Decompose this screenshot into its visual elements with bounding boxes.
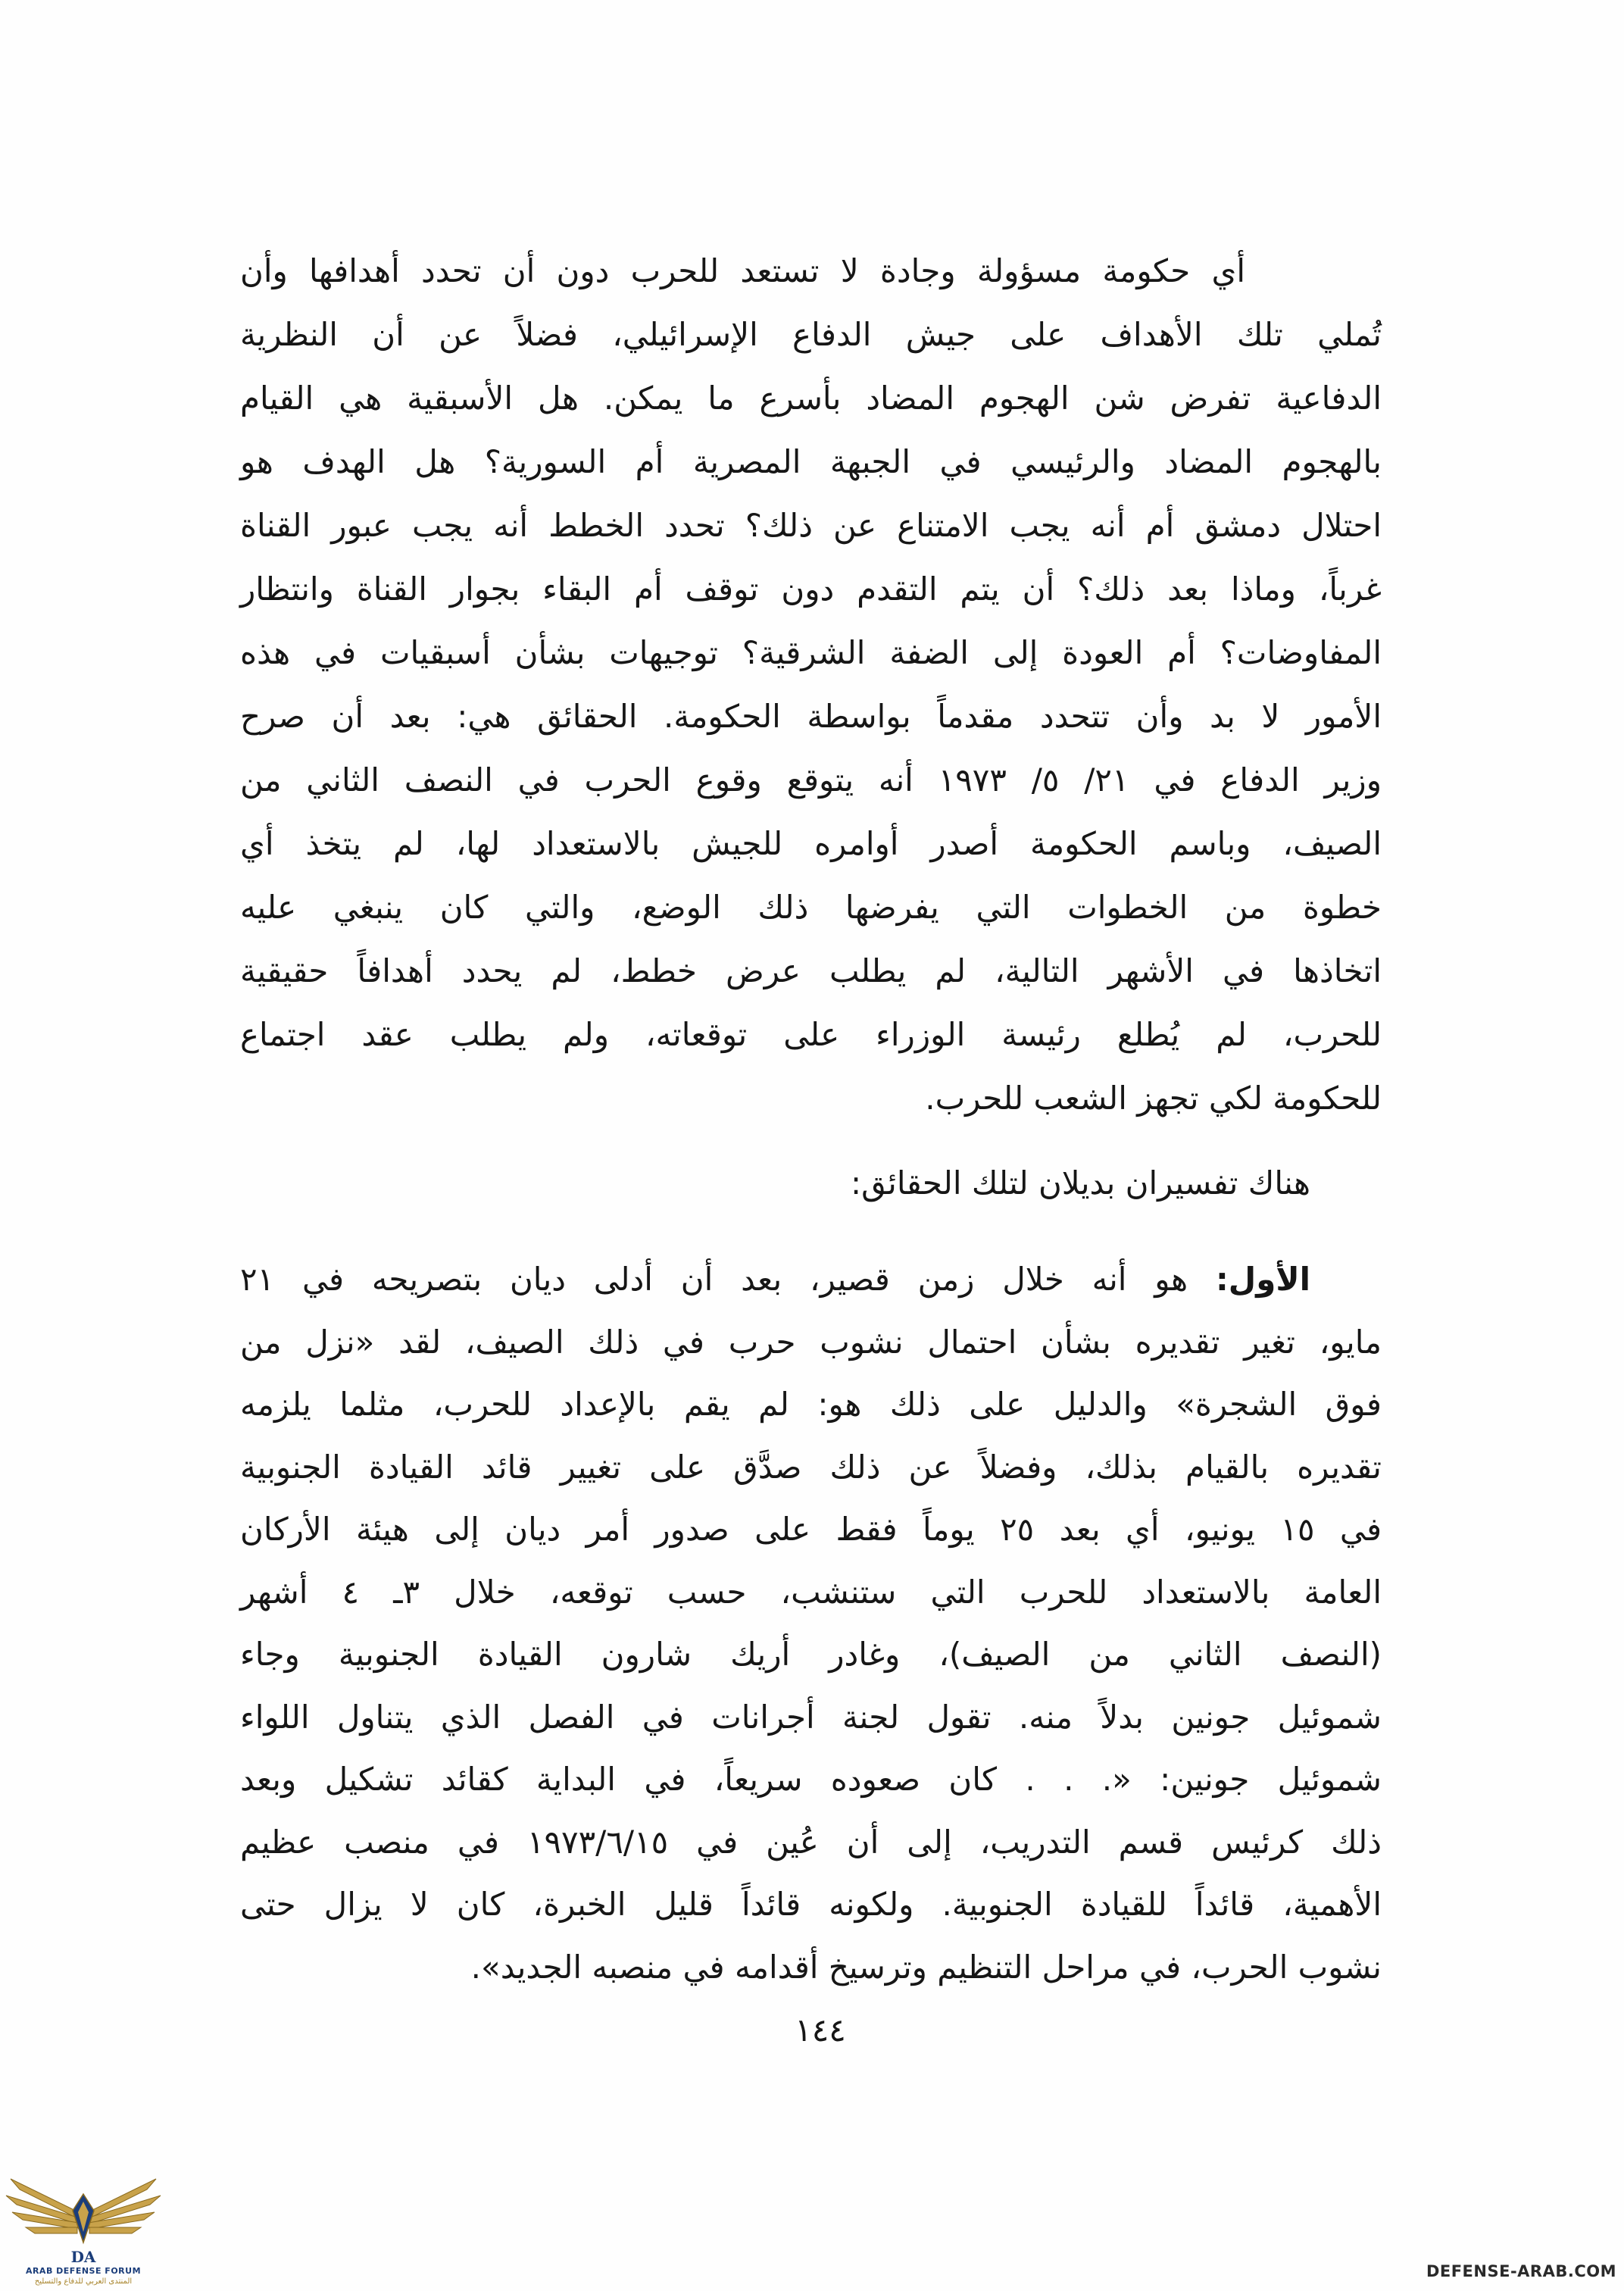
text-line: اتخاذها في الأشهر التالية، لم يطلب عرض خطط، لم يحدد أهدافاً حقيقية	[240, 952, 1382, 989]
text-line: العامة بالاستعداد للحرب التي ستنشب، حسب توقعه، خلال ٣ـ ٤ أشهر	[240, 1573, 1382, 1611]
text-line: الصيف، وباسم الحكومة أصدر أوامره للجيش بالاستعداد لها، لم يتخذ أي	[240, 825, 1382, 862]
paragraph-3	[240, 1249, 1382, 1999]
text-line: في ١٥ يونيو، أي بعد ٢٥ يوماً فقط على صدور أمر ديان إلى هيئة الأركان	[240, 1511, 1382, 1548]
text-line: شموئيل جونين: «. . . كان صعوده سريعاً، في البداية كقائد تشكيل وبعد	[240, 1761, 1382, 1798]
text-line: بالهجوم المضاد والرئيسي في الجبهة المصرية أم السورية؟ هل الهدف هو	[240, 443, 1382, 480]
paragraph-2	[240, 1152, 1382, 1215]
right-wing-icon	[85, 2179, 161, 2233]
text-line: فوق الشجرة» والدليل على ذلك هو: لم يقم بالإعداد للحرب، مثلما يلزمه	[240, 1386, 1382, 1423]
text-line: أي حكومة مسؤولة وجادة لا تستعد للحرب دون أن تحدد أهدافها وأن	[240, 252, 1245, 289]
text-line: الأمور لا بد وأن تتحدد مقدماً بواسطة الحكومة. الحقائق هي: بعد أن صرح	[240, 698, 1382, 735]
text-line: تقديره بالقيام بذلك، وفضلاً عن ذلك صدَّق على تغيير قائد القيادة الجنوبية	[240, 1448, 1382, 1486]
text-line: ذلك كرئيس قسم التدريب، إلى أن عُين في ١٥/‏٦/‏١٩٧٣ في منصب عظيم	[240, 1823, 1382, 1861]
paragraph-lead: الأول:	[1215, 1261, 1310, 1298]
text-line: الدفاعية تفرض شن الهجوم المضاد بأسرع ما يمكن. هل الأسبقية هي القيام	[240, 380, 1382, 417]
logo-initials: DA	[70, 2248, 96, 2266]
logo-name: ARAB DEFENSE FORUM	[25, 2266, 142, 2276]
text-line	[240, 1249, 1382, 1311]
site-watermark: DEFENSE-ARAB.COM	[1426, 2262, 1616, 2280]
logo-tagline: المنتدى العربي للدفاع والتسليح	[34, 2277, 133, 2286]
text-line: المفاوضات؟ أم العودة إلى الضفة الشرقية؟ توجيهات بشأن أسبقيات في هذه	[240, 634, 1382, 671]
text-line: خطوة من الخطوات التي يفرضها ذلك الوضع، والتي كان ينبغي عليه	[240, 889, 1382, 926]
center-emblem-icon	[73, 2194, 94, 2243]
text-line: شموئيل جونين بدلاً منه. تقول لجنة أجرانات في الفصل الذي يتناول اللواء	[240, 1698, 1382, 1736]
left-wing-icon	[6, 2179, 82, 2233]
text-line: للحكومة لكي تجهز الشعب للحرب.	[925, 1080, 1382, 1117]
text-line: للحرب، لم يُطلع رئيسة الوزراء على توقعاته، ولم يطلب عقد اجتماع	[240, 1016, 1382, 1053]
text-line: هناك تفسيران بديلان لتلك الحقائق:	[851, 1164, 1310, 1202]
text-line: مايو، تغير تقديره بشأن احتمال نشوب حرب في ذلك الصيف، لقد «نزل من	[240, 1323, 1382, 1361]
arab-defense-forum-logo	[0, 2168, 167, 2288]
page-number: ١٤٤	[795, 2011, 846, 2049]
text-line: نشوب الحرب، في مراحل التنظيم وترسيخ أقدامه في منصبه الجديد».	[470, 1948, 1382, 1986]
text-line: وزير الدفاع في ٢١/ ٥/ ١٩٧٣ أنه يتوقع وقوع الحرب في النصف الثاني من	[240, 761, 1382, 799]
paragraph-1	[240, 239, 1382, 1130]
text-line: تُملي تلك الأهداف على جيش الدفاع الإسرائيلي، فضلاً عن أن النظرية	[240, 316, 1382, 353]
wings-emblem-icon	[0, 2168, 167, 2248]
text-line: احتلال دمشق أم أنه يجب الامتناع عن ذلك؟ تحدد الخطط أنه يجب عبور القناة	[240, 507, 1382, 544]
text-line-content: هو أنه خلال زمن قصير، بعد أن أدلى ديان بتصريحه في ٢١	[240, 1261, 1188, 1298]
text-line: (النصف الثاني من الصيف)، وغادر أريك شارون القيادة الجنوبية وجاء	[240, 1636, 1382, 1673]
text-line: غرباً، وماذا بعد ذلك؟ أن يتم التقدم دون توقف أم البقاء بجوار القناة وانتظار	[240, 570, 1382, 608]
text-line: الأهمية، قائداً للقيادة الجنوبية. ولكونه قائداً قليل الخبرة، كان لا يزال حتى	[240, 1886, 1382, 1923]
